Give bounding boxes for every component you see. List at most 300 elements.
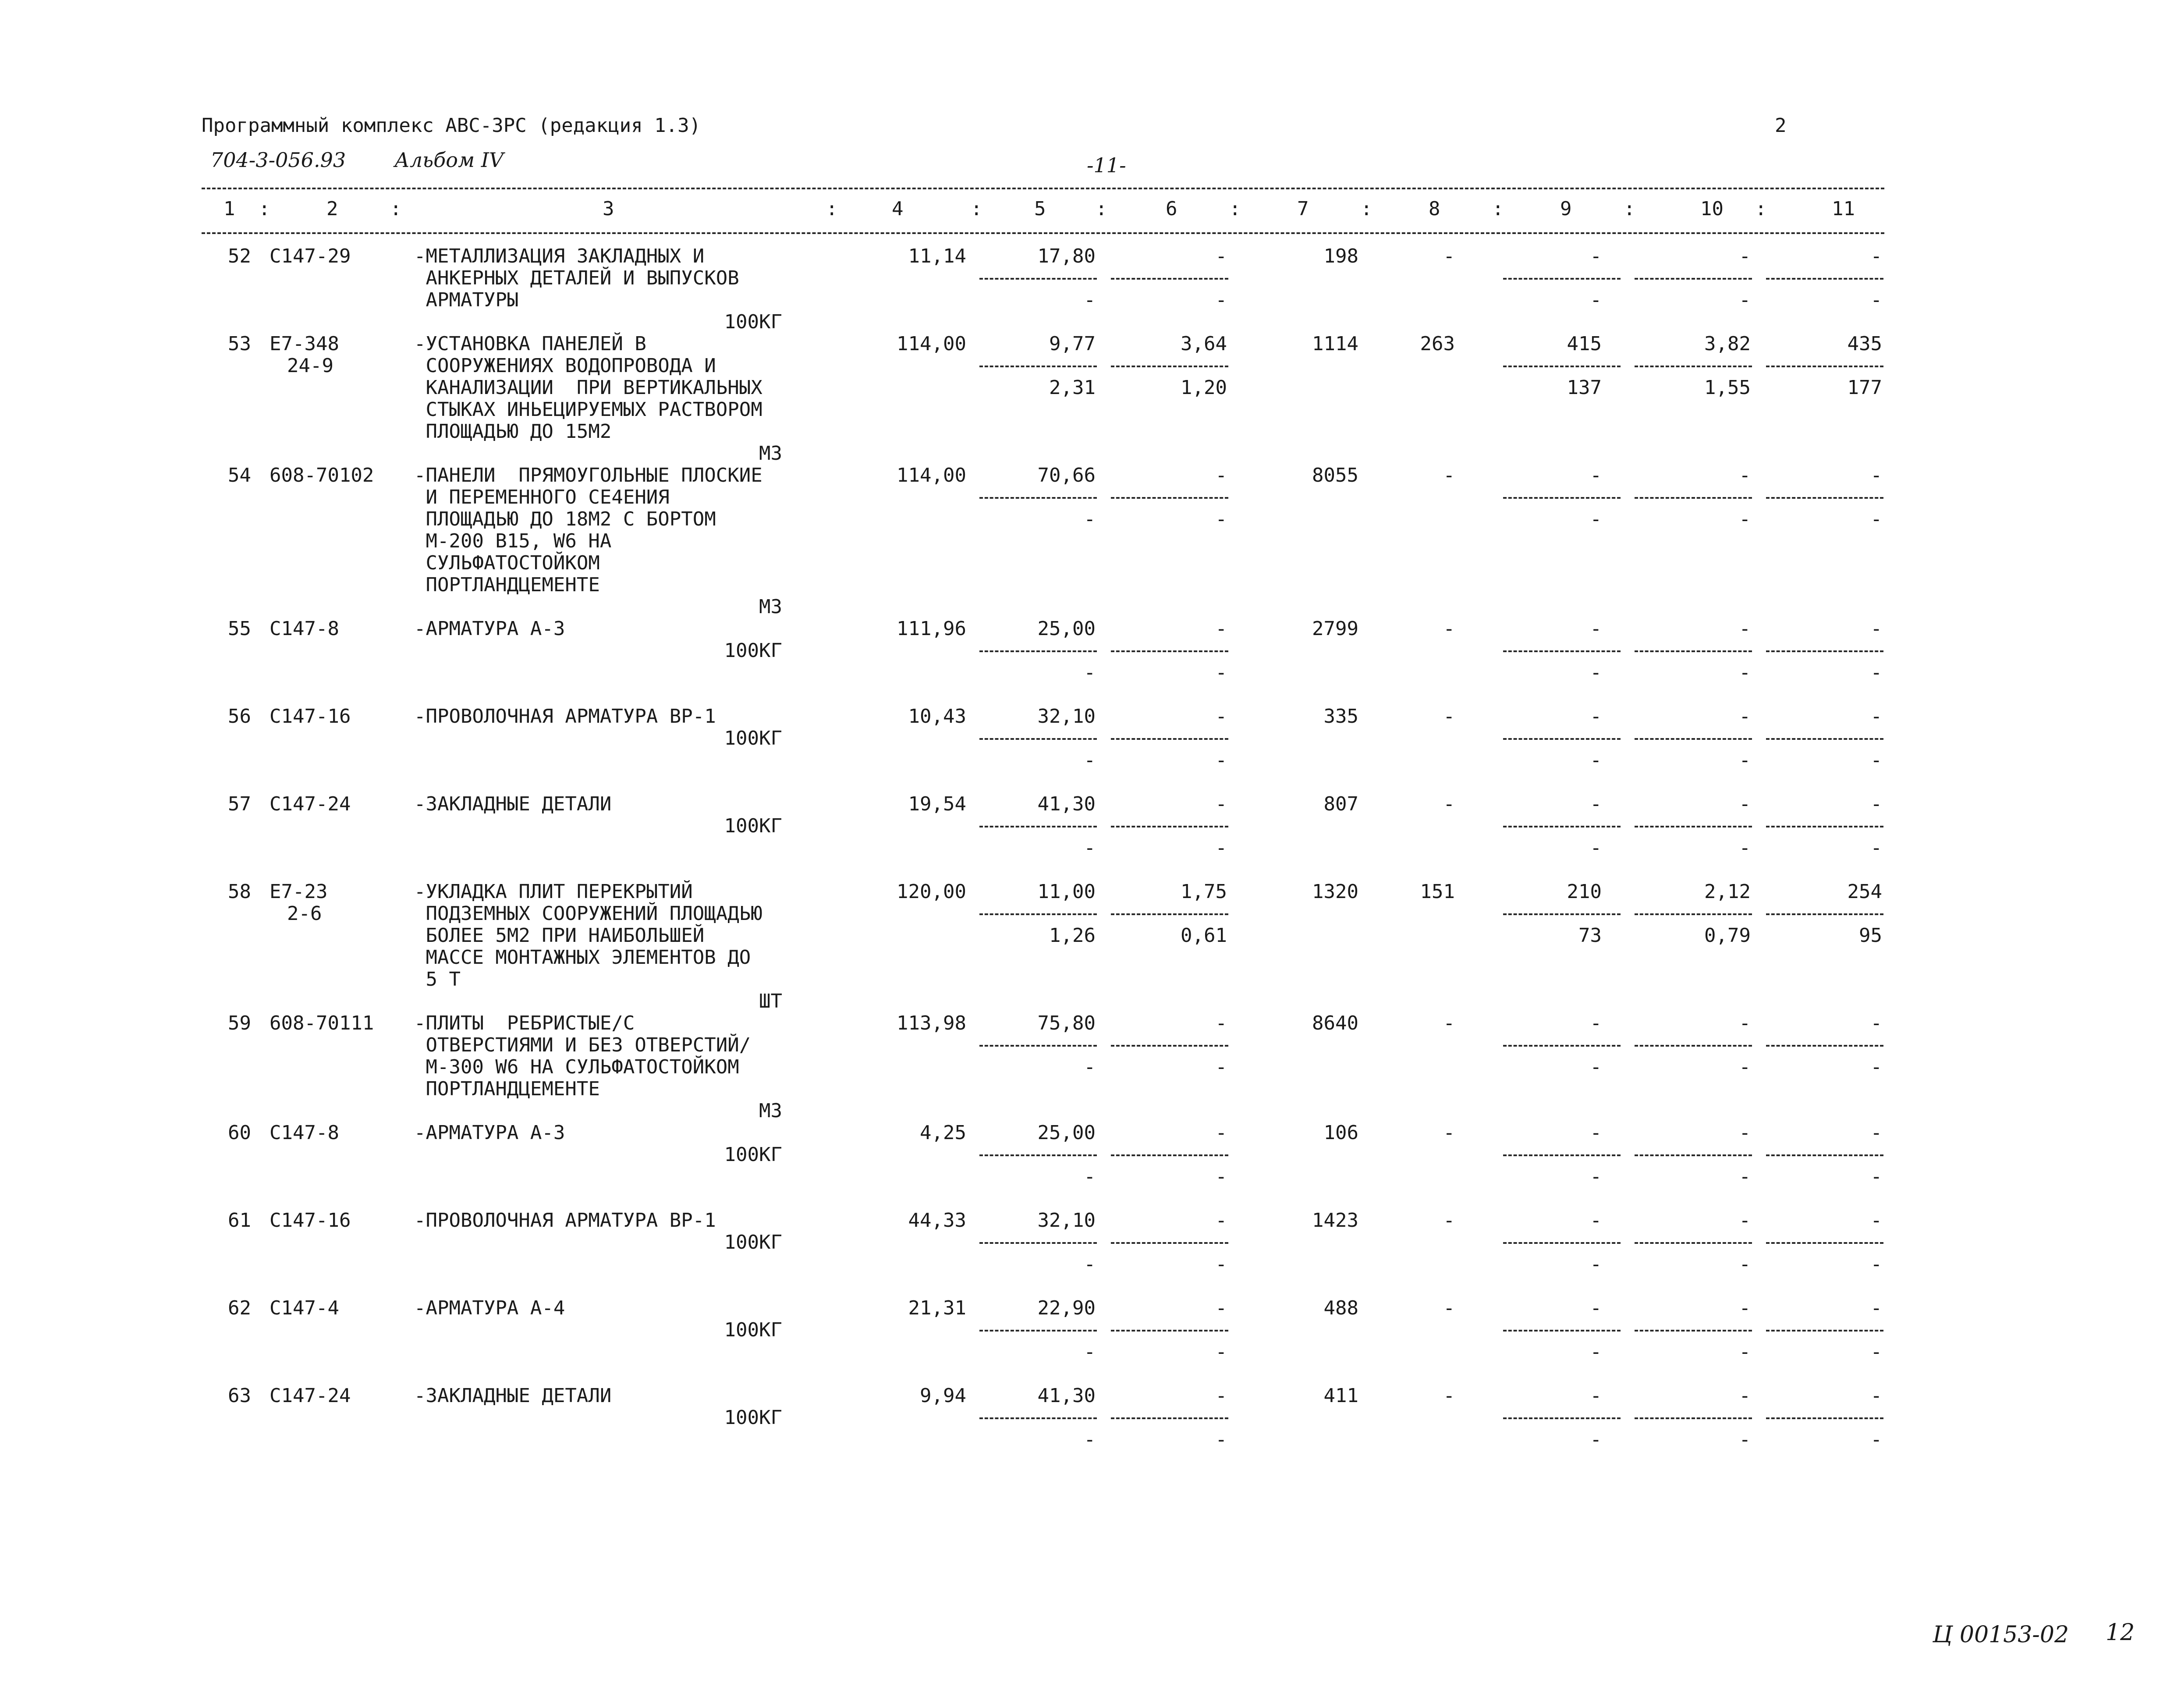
unit-cost-cell: 32,10 [1037, 705, 1096, 728]
quantity-cell: 113,98 [897, 1012, 966, 1034]
row-code: Е7-348 [270, 333, 339, 355]
wage-cell: - [1443, 1209, 1455, 1232]
col11-sub-cell: - [1870, 1165, 1882, 1188]
row-unit: 100КГ [724, 1319, 782, 1341]
dashed-separator [1635, 913, 1752, 915]
machine-wage-cell: - [1215, 1165, 1227, 1188]
wage-cell: - [1443, 1012, 1455, 1034]
col10-sub-cell: - [1739, 289, 1751, 311]
dashed-separator [1766, 497, 1883, 499]
unit-wage-cell: - [1084, 661, 1096, 684]
dashed-separator [1503, 826, 1621, 827]
col11-sub-cell: 95 [1859, 924, 1882, 947]
col10-cell: - [1739, 1122, 1751, 1144]
row-code: С147-16 [270, 1209, 351, 1232]
col11-sub-cell: 177 [1847, 376, 1882, 399]
quantity-cell: 114,00 [897, 464, 966, 486]
dashed-separator [1111, 278, 1228, 280]
row-code: С147-29 [270, 245, 351, 267]
total-cost-cell: 198 [1323, 245, 1358, 267]
dashed-separator [979, 1154, 1097, 1156]
col9-sub-cell: - [1590, 837, 1602, 859]
dashed-separator [1635, 1330, 1752, 1332]
col9-cell: - [1590, 1209, 1602, 1232]
dashed-separator [979, 1330, 1097, 1332]
row-description-line: СУЛЬФАТОСТОЙКОМ [414, 552, 600, 574]
row-description-line: -ПРОВОЛОЧНАЯ АРМАТУРА ВР-1 [414, 1209, 716, 1232]
machine-cost-cell: - [1215, 464, 1227, 486]
wage-cell: - [1443, 1385, 1455, 1407]
row-description-line: БОЛЕЕ 5М2 ПРИ НАИБОЛЬШЕЙ [414, 924, 705, 947]
col10-cell: 2,12 [1704, 881, 1751, 903]
machine-wage-cell: - [1215, 1428, 1227, 1451]
col11-cell: - [1870, 1122, 1882, 1144]
dashed-separator [1635, 1154, 1752, 1156]
col10-cell: - [1739, 464, 1751, 486]
row-description-line: МАССЕ МОНТАЖНЫХ ЭЛЕМЕНТОВ ДО [414, 946, 751, 969]
col11-sub-cell: - [1870, 1056, 1882, 1078]
col10-cell: - [1739, 1012, 1751, 1034]
row-description-line: АРМАТУРЫ [414, 289, 519, 311]
col9-sub-cell: - [1590, 508, 1602, 530]
unit-cost-cell: 25,00 [1037, 1122, 1096, 1144]
row-code: С147-8 [270, 1122, 339, 1144]
total-cost-cell: 1320 [1312, 881, 1358, 903]
machine-cost-cell: - [1215, 245, 1227, 267]
row-number: 55 [228, 618, 251, 640]
col10-sub-cell: - [1739, 749, 1751, 771]
header-rule-bottom [202, 232, 1884, 234]
row-description-line: -ПАНЕЛИ ПРЯМОУГОЛЬНЫЕ ПЛОСКИЕ [414, 464, 762, 486]
dashed-separator [1766, 913, 1883, 915]
machine-cost-cell: - [1215, 1297, 1227, 1319]
col9-cell: - [1590, 245, 1602, 267]
col11-cell: - [1870, 245, 1882, 267]
row-description-line: М-300 W6 НА СУЛЬФАТОСТОЙКОМ [414, 1056, 739, 1078]
col11-cell: 254 [1847, 881, 1882, 903]
column-header-16: 9 [1560, 198, 1572, 220]
dashed-separator [1111, 738, 1228, 740]
dashed-separator [1766, 650, 1883, 652]
dashed-separator [1503, 650, 1621, 652]
row-description-line: -УСТАНОВКА ПАНЕЛЕЙ В [414, 333, 646, 355]
row-number: 53 [228, 333, 251, 355]
row-description-line: СООРУЖЕНИЯХ ВОДОПРОВОДА И [414, 355, 716, 377]
col9-sub-cell: - [1590, 1341, 1602, 1363]
col10-sub-cell: 1,55 [1704, 376, 1751, 399]
dashed-separator [979, 1417, 1097, 1419]
column-header-8: 5 [1034, 198, 1046, 220]
dashed-separator [1766, 1154, 1883, 1156]
row-description-line: ПОДЗЕМНЫХ СООРУЖЕНИЙ ПЛОЩАДЬЮ [414, 902, 762, 925]
row-description-line: ПОРТЛАНДЦЕМЕНТЕ [414, 1078, 600, 1100]
total-cost-cell: 1423 [1312, 1209, 1358, 1232]
column-header-17: : [1624, 198, 1635, 220]
dashed-separator [1503, 1045, 1621, 1047]
quantity-cell: 120,00 [897, 881, 966, 903]
row-description-line: -ПЛИТЫ РЕБРИСТЫЕ/С [414, 1012, 635, 1034]
row-code: 608-70111 [270, 1012, 374, 1034]
wage-cell: - [1443, 1122, 1455, 1144]
col11-cell: - [1870, 1012, 1882, 1034]
dashed-separator [1111, 650, 1228, 652]
unit-cost-cell: 17,80 [1037, 245, 1096, 267]
column-header-19: : [1755, 198, 1767, 220]
total-cost-cell: 807 [1323, 793, 1358, 815]
row-unit: 100КГ [724, 639, 782, 662]
dashed-separator [1766, 1417, 1883, 1419]
row-unit: 100КГ [724, 815, 782, 837]
col10-cell: 3,82 [1704, 333, 1751, 355]
row-number: 61 [228, 1209, 251, 1232]
col11-sub-cell: - [1870, 661, 1882, 684]
column-header-4: 3 [603, 198, 614, 220]
total-cost-cell: 335 [1323, 705, 1358, 728]
quantity-cell: 11,14 [908, 245, 966, 267]
dashed-separator [979, 366, 1097, 367]
row-number: 58 [228, 881, 251, 903]
quantity-cell: 114,00 [897, 333, 966, 355]
dashed-separator [1635, 278, 1752, 280]
machine-cost-cell: - [1215, 1385, 1227, 1407]
dashed-separator [1111, 1045, 1228, 1047]
row-unit: М3 [759, 442, 782, 465]
row-description-line: -ЗАКЛАДНЫЕ ДЕТАЛИ [414, 1385, 612, 1407]
row-description-line: -АРМАТУРА А-3 [414, 618, 565, 640]
unit-wage-cell: - [1084, 1341, 1096, 1363]
machine-wage-cell: - [1215, 1056, 1227, 1078]
dashed-separator [1503, 1330, 1621, 1332]
col9-sub-cell: - [1590, 1428, 1602, 1451]
wage-cell: - [1443, 793, 1455, 815]
col9-cell: - [1590, 464, 1602, 486]
unit-wage-cell: - [1084, 289, 1096, 311]
col10-sub-cell: - [1739, 1253, 1751, 1275]
machine-wage-cell: - [1215, 1341, 1227, 1363]
col10-sub-cell: - [1739, 508, 1751, 530]
dashed-separator [979, 738, 1097, 740]
column-header-13: : [1361, 198, 1372, 220]
row-unit: 100КГ [724, 1143, 782, 1166]
dashed-separator [1111, 1242, 1228, 1244]
machine-wage-cell: 0,61 [1181, 924, 1227, 947]
col10-sub-cell: 0,79 [1704, 924, 1751, 947]
dashed-separator [1503, 1417, 1621, 1419]
col11-sub-cell: - [1870, 1428, 1882, 1451]
dashed-separator [979, 278, 1097, 280]
col11-sub-cell: - [1870, 749, 1882, 771]
wage-cell: 151 [1420, 881, 1455, 903]
unit-cost-cell: 22,90 [1037, 1297, 1096, 1319]
row-number: 60 [228, 1122, 251, 1144]
col10-cell: - [1739, 1209, 1751, 1232]
column-header-15: : [1492, 198, 1504, 220]
page-number: 12 [2106, 1619, 2135, 1646]
dashed-separator [1111, 826, 1228, 827]
col11-sub-cell: - [1870, 289, 1882, 311]
unit-wage-cell: - [1084, 1165, 1096, 1188]
row-description-line: АНКЕРНЫХ ДЕТАЛЕЙ И ВЫПУСКОВ [414, 267, 739, 289]
col11-cell: - [1870, 618, 1882, 640]
dashed-separator [1503, 1242, 1621, 1244]
row-description-line: М-200 В15, W6 НА [414, 530, 612, 552]
col11-cell: - [1870, 1385, 1882, 1407]
col11-sub-cell: - [1870, 508, 1882, 530]
dashed-separator [1111, 1417, 1228, 1419]
col11-cell: 435 [1847, 333, 1882, 355]
machine-wage-cell: - [1215, 289, 1227, 311]
row-number: 52 [228, 245, 251, 267]
row-unit: ШТ [759, 990, 782, 1012]
col10-cell: - [1739, 1385, 1751, 1407]
row-description-line: ПЛОЩАДЬЮ ДО 18М2 С БОРТОМ [414, 508, 716, 530]
row-code: С147-24 [270, 793, 351, 815]
dashed-separator [979, 650, 1097, 652]
unit-cost-cell: 32,10 [1037, 1209, 1096, 1232]
dashed-separator [1503, 278, 1621, 280]
col10-sub-cell: - [1739, 1165, 1751, 1188]
unit-cost-cell: 75,80 [1037, 1012, 1096, 1034]
wage-cell: - [1443, 464, 1455, 486]
column-header-18: 10 [1700, 198, 1724, 220]
row-code: С147-8 [270, 618, 339, 640]
machine-cost-cell: - [1215, 618, 1227, 640]
dashed-separator [979, 826, 1097, 827]
sheet-number: 2 [1775, 114, 1787, 137]
total-cost-cell: 2799 [1312, 618, 1358, 640]
quantity-cell: 19,54 [908, 793, 966, 815]
dashed-separator [1111, 1330, 1228, 1332]
unit-wage-cell: - [1084, 749, 1096, 771]
unit-cost-cell: 25,00 [1037, 618, 1096, 640]
unit-cost-cell: 41,30 [1037, 1385, 1096, 1407]
machine-wage-cell: - [1215, 661, 1227, 684]
unit-wage-cell: - [1084, 1056, 1096, 1078]
col10-sub-cell: - [1739, 1341, 1751, 1363]
col9-cell: - [1590, 1122, 1602, 1144]
machine-cost-cell: - [1215, 1122, 1227, 1144]
row-unit: М3 [759, 1100, 782, 1122]
quantity-cell: 10,43 [908, 705, 966, 728]
dashed-separator [1766, 1330, 1883, 1332]
dashed-separator [1503, 738, 1621, 740]
col10-cell: - [1739, 793, 1751, 815]
row-unit: 100КГ [724, 1406, 782, 1429]
row-description-line: СТЫКАХ ИНЬЕЦИРУЕМЫХ РАСТВОРОМ [414, 398, 762, 421]
row-number: 56 [228, 705, 251, 728]
quantity-cell: 9,94 [920, 1385, 966, 1407]
doc-code: 704-3-056.93 [210, 148, 346, 172]
unit-cost-cell: 11,00 [1037, 881, 1096, 903]
row-number: 62 [228, 1297, 251, 1319]
row-description-line: -ЗАКЛАДНЫЕ ДЕТАЛИ [414, 793, 612, 815]
column-header-20: 11 [1832, 198, 1855, 220]
program-title: Программный комплекс АВС-3РС (редакция 1.3) [202, 114, 701, 137]
col10-cell: - [1739, 618, 1751, 640]
dashed-separator [1635, 366, 1752, 367]
row-code: С147-16 [270, 705, 351, 728]
row-code: Е7-23 [270, 881, 328, 903]
stamp-code: Ц 00153-02 [1933, 1622, 2069, 1648]
row-description-line: ПЛОЩАДЬЮ ДО 15М2 [414, 420, 612, 443]
col10-sub-cell: - [1739, 837, 1751, 859]
dashed-separator [1503, 1154, 1621, 1156]
row-number: 57 [228, 793, 251, 815]
column-header-11: : [1229, 198, 1241, 220]
dashed-separator [1635, 497, 1752, 499]
row-code: 24-9 [287, 355, 333, 377]
col11-sub-cell: - [1870, 1341, 1882, 1363]
col9-sub-cell: - [1590, 1165, 1602, 1188]
dashed-separator [1766, 738, 1883, 740]
col11-sub-cell: - [1870, 1253, 1882, 1275]
machine-cost-cell: - [1215, 793, 1227, 815]
row-description-line: -АРМАТУРА А-3 [414, 1122, 565, 1144]
machine-cost-cell: - [1215, 1012, 1227, 1034]
header-rule-top [202, 188, 1884, 189]
row-code: С147-4 [270, 1297, 339, 1319]
column-header-5: : [826, 198, 838, 220]
unit-wage-cell: 1,26 [1049, 924, 1096, 947]
wage-cell: - [1443, 618, 1455, 640]
unit-wage-cell: - [1084, 837, 1096, 859]
dashed-separator [1503, 913, 1621, 915]
col11-cell: - [1870, 464, 1882, 486]
col11-cell: - [1870, 1297, 1882, 1319]
dashed-separator [979, 497, 1097, 499]
col9-sub-cell: - [1590, 749, 1602, 771]
col10-sub-cell: - [1739, 1056, 1751, 1078]
row-unit: 100КГ [724, 311, 782, 333]
col9-sub-cell: - [1590, 661, 1602, 684]
dashed-separator [979, 913, 1097, 915]
dashed-separator [1635, 1417, 1752, 1419]
row-description-line: 5 Т [414, 968, 461, 991]
row-unit: 100КГ [724, 1231, 782, 1253]
column-header-10: 6 [1166, 198, 1177, 220]
column-header-6: 4 [892, 198, 904, 220]
col10-sub-cell: - [1739, 1428, 1751, 1451]
col9-cell: - [1590, 1297, 1602, 1319]
row-code: 2-6 [287, 902, 322, 925]
col10-cell: - [1739, 245, 1751, 267]
col9-cell: - [1590, 793, 1602, 815]
column-header-3: : [390, 198, 402, 220]
machine-wage-cell: - [1215, 749, 1227, 771]
row-description-line: ОТВЕРСТИЯМИ И БЕЗ ОТВЕРСТИЙ/ [414, 1034, 751, 1056]
col9-cell: 415 [1567, 333, 1602, 355]
dashed-separator [1635, 650, 1752, 652]
col10-sub-cell: - [1739, 661, 1751, 684]
machine-cost-cell: 3,64 [1181, 333, 1227, 355]
wage-cell: - [1443, 1297, 1455, 1319]
machine-wage-cell: 1,20 [1181, 376, 1227, 399]
col11-cell: - [1870, 793, 1882, 815]
col9-sub-cell: - [1590, 1056, 1602, 1078]
total-cost-cell: 8640 [1312, 1012, 1358, 1034]
col9-sub-cell: - [1590, 289, 1602, 311]
machine-wage-cell: - [1215, 1253, 1227, 1275]
unit-cost-cell: 70,66 [1037, 464, 1096, 486]
column-header-0: 1 [223, 198, 235, 220]
dashed-separator [1766, 366, 1883, 367]
unit-wage-cell: - [1084, 1428, 1096, 1451]
col9-cell: - [1590, 618, 1602, 640]
column-header-7: : [971, 198, 982, 220]
row-code: 608-70102 [270, 464, 374, 486]
row-description-line: И ПЕРЕМЕННОГО СЕ4ЕНИЯ [414, 486, 670, 508]
dashed-separator [1503, 366, 1621, 367]
quantity-cell: 44,33 [908, 1209, 966, 1232]
col9-sub-cell: 73 [1578, 924, 1602, 947]
column-header-14: 8 [1429, 198, 1440, 220]
row-number: 54 [228, 464, 251, 486]
row-unit: 100КГ [724, 727, 782, 749]
total-cost-cell: 488 [1323, 1297, 1358, 1319]
unit-wage-cell: - [1084, 508, 1096, 530]
album-label: Альбом IV [394, 148, 504, 172]
unit-cost-cell: 9,77 [1049, 333, 1096, 355]
row-number: 63 [228, 1385, 251, 1407]
wage-cell: 263 [1420, 333, 1455, 355]
unit-cost-cell: 41,30 [1037, 793, 1096, 815]
col10-cell: - [1739, 705, 1751, 728]
machine-cost-cell: - [1215, 1209, 1227, 1232]
col11-cell: - [1870, 705, 1882, 728]
wage-cell: - [1443, 245, 1455, 267]
row-description-line: -УКЛАДКА ПЛИТ ПЕРЕКРЫТИЙ [414, 881, 693, 903]
row-description-line: ПОРТЛАНДЦЕМЕНТЕ [414, 574, 600, 596]
row-description-line: КАНАЛИЗАЦИИ ПРИ ВЕРТИКАЛЬНЫХ [414, 376, 762, 399]
row-description-line: -АРМАТУРА А-4 [414, 1297, 565, 1319]
dashed-separator [1766, 278, 1883, 280]
col9-sub-cell: - [1590, 1253, 1602, 1275]
dashed-separator [1111, 1154, 1228, 1156]
unit-wage-cell: 2,31 [1049, 376, 1096, 399]
dashed-separator [979, 1242, 1097, 1244]
row-description-line: -ПРОВОЛОЧНАЯ АРМАТУРА ВР-1 [414, 705, 716, 728]
col9-cell: - [1590, 1385, 1602, 1407]
unit-wage-cell: - [1084, 1253, 1096, 1275]
column-header-2: 2 [326, 198, 338, 220]
dashed-separator [979, 1045, 1097, 1047]
col9-cell: 210 [1567, 881, 1602, 903]
total-cost-cell: 106 [1323, 1122, 1358, 1144]
column-header-12: 7 [1297, 198, 1309, 220]
col10-cell: - [1739, 1297, 1751, 1319]
col9-cell: - [1590, 1012, 1602, 1034]
row-unit: М3 [759, 596, 782, 618]
dashed-separator [1111, 366, 1228, 367]
col9-sub-cell: 137 [1567, 376, 1602, 399]
quantity-cell: 21,31 [908, 1297, 966, 1319]
dashed-separator [1635, 738, 1752, 740]
col11-cell: - [1870, 1209, 1882, 1232]
machine-cost-cell: 1,75 [1181, 881, 1227, 903]
dashed-separator [1766, 826, 1883, 827]
column-header-9: : [1096, 198, 1107, 220]
page-mark: -11- [1087, 153, 1126, 177]
dashed-separator [1503, 497, 1621, 499]
machine-cost-cell: - [1215, 705, 1227, 728]
dashed-separator [1635, 1242, 1752, 1244]
dashed-separator [1635, 826, 1752, 827]
total-cost-cell: 1114 [1312, 333, 1358, 355]
dashed-separator [1766, 1045, 1883, 1047]
col9-cell: - [1590, 705, 1602, 728]
dashed-separator [1766, 1242, 1883, 1244]
col11-sub-cell: - [1870, 837, 1882, 859]
